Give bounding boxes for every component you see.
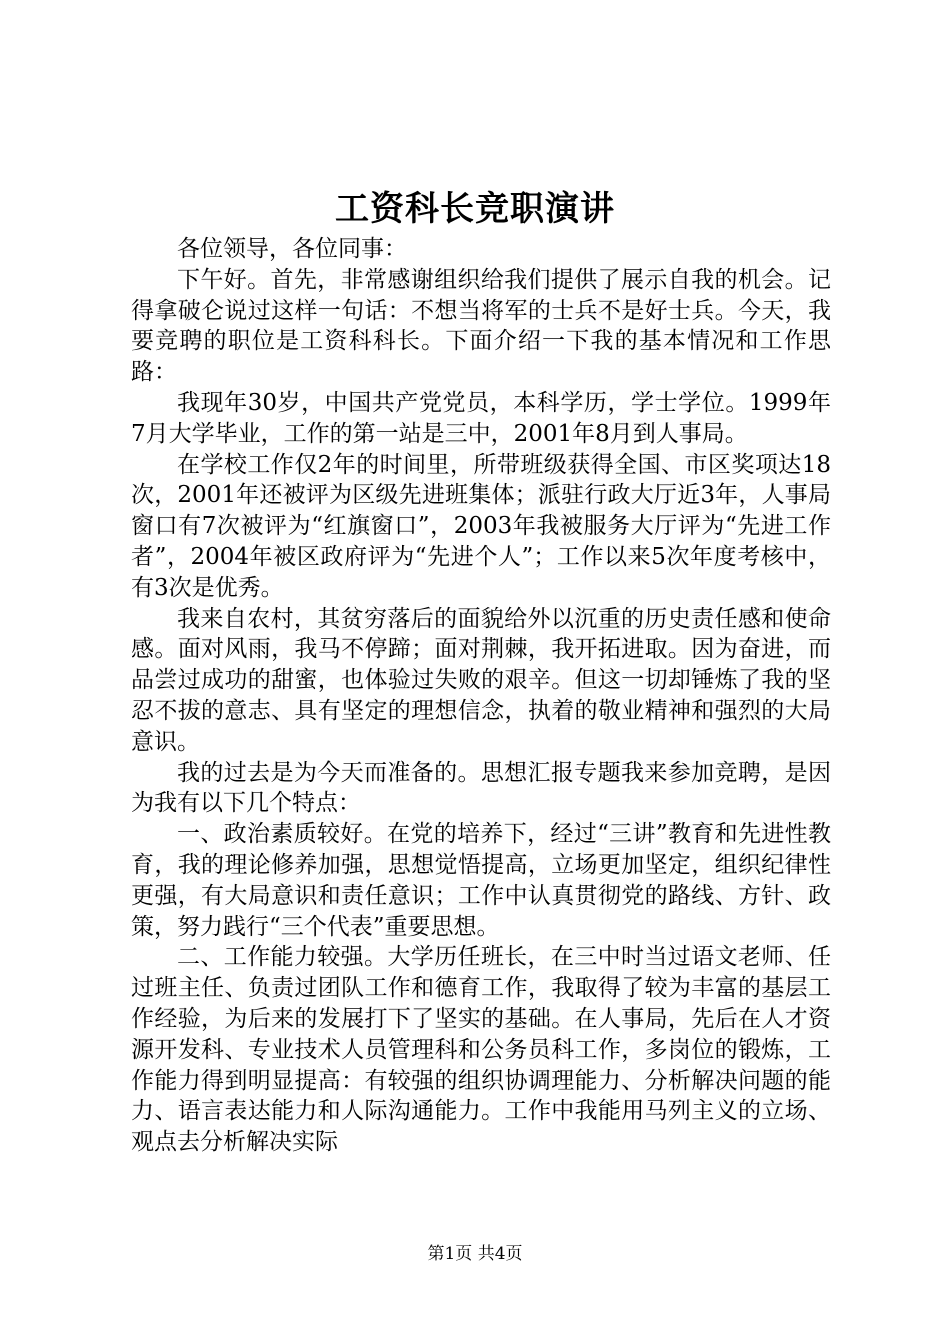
paragraph-salutation: 各位领导，各位同事：: [177, 236, 407, 262]
page-number-footer: 第1页 共4页: [427, 1244, 523, 1264]
paragraph-achievements: 在学校工作仅2年的时间里，所带班级获得全国、市区奖项达18次，2001年还被评为区级先进班集体；派驻行政大厅近3年，人事局窗口有7次被评为“红旗窗口”，2003年我被服务大厅评为“先进工作者”，2004年被区政府评为“先进个人”；工作以来5次年度考核中，有3次是优秀。: [131, 451, 831, 601]
paragraph-background: 我来自农村，其贫穷落后的面貌给外以沉重的历史责任感和使命感。面对风雨，我马不停蹄；面对荆棘，我开拓进取。因为奋进，而品尝过成功的甜蜜，也体验过失败的艰辛。但这一切却锤炼了我的坚忍不拔的意志、具有坚定的理想信念，执着的敬业精神和强烈的大局意识。: [131, 605, 831, 755]
paragraph-transition: 我的过去是为今天而准备的。思想汇报专题我来参加竞聘，是因为我有以下几个特点：: [131, 759, 831, 817]
paragraph-greeting: 下午好。首先，非常感谢组织给我们提供了展示自我的机会。记得拿破仑说过这样一句话：不想当将军的士兵不是好士兵。今天，我要竞聘的职位是工资科科长。下面介绍一下我的基本情况和工作思路：: [131, 266, 831, 386]
document-title: 工资科长竞职演讲: [335, 189, 615, 229]
document-body: [131, 234, 831, 1158]
paragraph-point-one: 一、政治素质较好。在党的培养下，经过“三讲”教育和先进性教育，我的理论修养加强，思想觉悟提高，立场更加坚定，组织纪律性更强，有大局意识和责任意识；工作中认真贯彻党的路线、方针、政策，努力践行“三个代表”重要思想。: [131, 821, 831, 940]
paragraph-basic-info: 我现年30岁，中国共产党党员，本科学历，学士学位。1999年7月大学毕业，工作的第一站是三中，2001年8月到人事局。: [131, 389, 831, 447]
paragraph-point-two: 二、工作能力较强。大学历任班长，在三中时当过语文老师、任过班主任、负责过团队工作和德育工作，我取得了较为丰富的基层工作经验，为后来的发展打下了坚实的基础。在人事局，先后在人才资源开发科、专业技术人员管理科和公务员科工作，多岗位的锻炼，工作能力得到明显提高：有较强的组织协调理能力、分析解决问题的能力、语言表达能力和人际沟通能力。工作中我能用马列主义的立场、观点去分析解决实际: [131, 944, 831, 1156]
